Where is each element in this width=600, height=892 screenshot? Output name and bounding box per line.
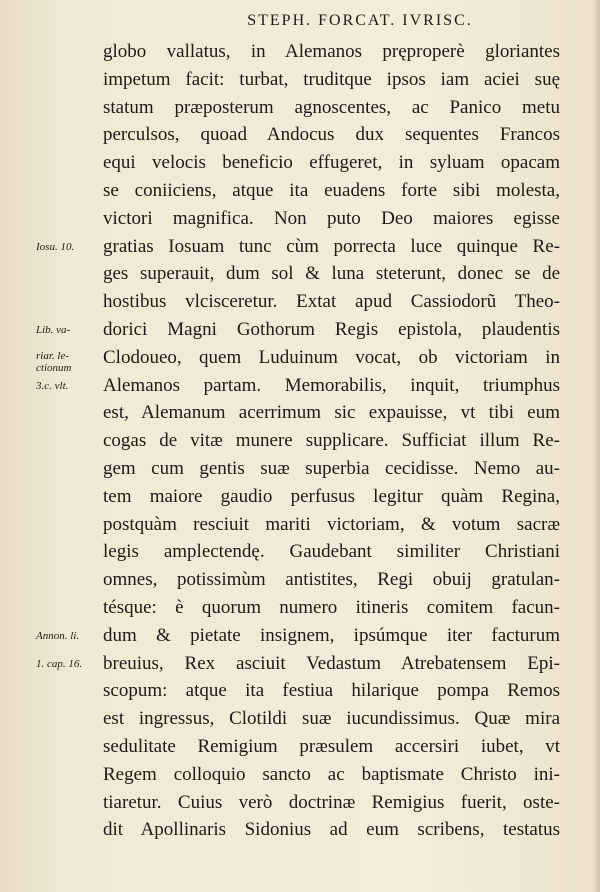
text-line bbox=[0, 705, 600, 733]
line-text: ges superauit, dum sol & luna steterunt, donec se de bbox=[103, 263, 560, 285]
line-text: est ingressus, Clotildi suæ iucundissimus. Quæ mira bbox=[103, 708, 560, 730]
line-text: statum præposterum agnoscentes, ac Panico metu bbox=[103, 96, 560, 118]
line-text: dorici Magni Gothorum Regis epistola, plaudentis bbox=[103, 318, 560, 340]
line-text: cogas de vitæ munere supplicare. Sufficiat illum Re- bbox=[103, 430, 560, 452]
text-line bbox=[0, 205, 600, 233]
line-text: tésque: è quorum numero itineris comitem facun- bbox=[103, 596, 560, 618]
text-line bbox=[0, 66, 600, 94]
text-line bbox=[0, 149, 600, 177]
line-text: dit Apollinaris Sidonius ad eum scribens, testatus bbox=[103, 819, 560, 841]
line-text: equi velocis beneficio effugeret, in syluam opacam bbox=[103, 152, 560, 174]
text-line bbox=[0, 511, 600, 539]
text-line bbox=[0, 316, 600, 344]
running-header bbox=[0, 12, 600, 30]
text-line bbox=[0, 121, 600, 149]
marginal-note: riar. le- ctionum bbox=[36, 349, 72, 374]
text-line bbox=[0, 594, 600, 622]
running-title: STEPH. FORCAT. IVRISC. bbox=[247, 12, 473, 29]
line-text: sedulitate Remigium præsulem accersiri iubet, vt bbox=[103, 735, 560, 757]
line-text: se coniiciens, atque ita euadens forte sibi molesta, bbox=[103, 179, 560, 201]
line-text: Regem colloquio sancto ac baptismate Christo ini- bbox=[103, 763, 560, 785]
text-line bbox=[0, 816, 600, 844]
line-text: scopum: atque ita festiua hilarique pompa Remos bbox=[103, 680, 560, 702]
marginal-note: Iosu. 10. bbox=[36, 240, 75, 253]
marginal-note: 3.c. vlt. bbox=[36, 379, 69, 392]
text-line bbox=[0, 372, 600, 400]
line-text: postquàm resciuit mariti victoriam, & votum sacræ bbox=[103, 513, 560, 535]
text-line bbox=[0, 538, 600, 566]
line-text: tiaretur. Cuius verò doctrinæ Remigius fuerit, oste- bbox=[103, 791, 560, 813]
line-text: perculsos, quoad Andocus dux sequentes Francos bbox=[103, 124, 560, 146]
marginal-note: Lib. va- bbox=[36, 323, 71, 336]
line-text: dum & pietate insignem, ipsúmque iter facturum bbox=[103, 624, 560, 646]
text-block bbox=[0, 38, 600, 844]
text-line bbox=[0, 733, 600, 761]
text-line bbox=[0, 677, 600, 705]
line-text: est, Alemanum acerrimum sic expauisse, vt tibi eum bbox=[103, 402, 560, 424]
line-text: hostibus vlcisceretur. Extat apud Cassiodorũ Theo- bbox=[103, 291, 560, 313]
text-line bbox=[0, 761, 600, 789]
text-line bbox=[0, 399, 600, 427]
text-line bbox=[0, 260, 600, 288]
line-text: omnes, potissimùm antistites, Regi obuij gratulan- bbox=[103, 569, 560, 591]
line-text: impetum facit: turbat, truditque ipsos iam aciei suę bbox=[103, 68, 560, 90]
marginal-note: 1. cap. 16. bbox=[36, 657, 83, 670]
line-text: breuius, Rex asciuit Vedastum Atrebatensem Epi- bbox=[103, 652, 560, 674]
text-line bbox=[0, 94, 600, 122]
line-text: victori magnifica. Non puto Deo maiores egisse bbox=[103, 207, 560, 229]
line-text: gem cum gentis suæ superbia cecidisse. Nemo au- bbox=[103, 457, 560, 479]
text-line bbox=[0, 622, 600, 650]
text-line bbox=[0, 233, 600, 261]
line-text: gratias Iosuam tunc cùm porrecta luce quinque Re- bbox=[103, 235, 560, 257]
text-line bbox=[0, 177, 600, 205]
line-text: tem maiore gaudio perfusus legitur quàm Regina, bbox=[103, 485, 560, 507]
text-line bbox=[0, 288, 600, 316]
text-line bbox=[0, 789, 600, 817]
text-line bbox=[0, 483, 600, 511]
line-text: legis amplectendę. Gaudebant similiter Christiani bbox=[103, 541, 560, 563]
page-edge-shadow bbox=[592, 0, 600, 892]
text-line bbox=[0, 455, 600, 483]
line-text: globo vallatus, in Alemanos pręproperè gloriantes bbox=[103, 41, 560, 62]
text-line bbox=[0, 427, 600, 455]
line-text: Clodoueo, quem Luduinum vocat, ob victoriam in bbox=[103, 346, 560, 368]
text-line bbox=[0, 38, 600, 66]
text-line bbox=[0, 650, 600, 678]
line-text: Alemanos partam. Memorabilis, inquit, triumphus bbox=[103, 374, 560, 396]
text-line bbox=[0, 566, 600, 594]
marginal-note: Annon. li. bbox=[36, 629, 80, 642]
text-line bbox=[0, 344, 600, 372]
